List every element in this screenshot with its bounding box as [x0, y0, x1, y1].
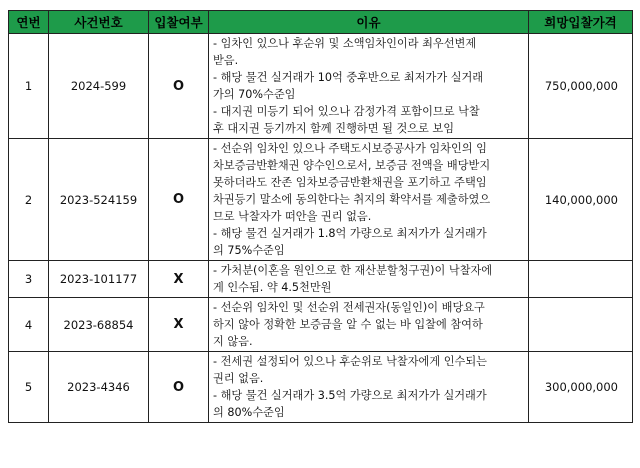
reason-line: 차보증금반환채권 양수인으로서, 보증금 전액을 배당받지	[213, 159, 491, 172]
row-number: 3	[9, 261, 49, 298]
reason-line: - 임차인 있으나 후순위 및 소액임차인이라 최우선변제	[213, 37, 477, 50]
bid-status: X	[149, 298, 209, 352]
bid-status: O	[149, 34, 209, 139]
desired-price	[529, 261, 633, 298]
table-row	[9, 352, 633, 423]
table-row	[9, 261, 633, 298]
reason-line: - 선순위 임차인 있으나 주택도시보증공사가 임차인의 임	[213, 142, 487, 155]
reason-line: 가의 70%수준임	[213, 88, 296, 101]
reason-line: - 가처분(이혼을 원인으로 한 재산분할청구권)이 낙찰자에	[213, 264, 493, 277]
reason-line: 못하더라도 잔존 임차보증금반환채권을 포기하고 주택임	[213, 176, 487, 189]
reason-line: 하지 않아 정확한 보증금을 알 수 없는 바 입찰에 참여하	[213, 318, 483, 331]
reason-line: 후 대지권 등기까지 함께 진행하면 될 것으로 보임	[213, 122, 455, 135]
bid-status: O	[149, 139, 209, 261]
reason-line: 의 75%수준임	[213, 244, 285, 257]
reason-line: 므로 낙찰자가 떠안을 권리 없음.	[213, 210, 372, 223]
reason-cell	[209, 261, 529, 298]
row-number: 1	[9, 34, 49, 139]
header-no: 연번	[9, 11, 49, 34]
reason-line: 지 않음.	[213, 335, 253, 348]
case-number: 2024-599	[49, 34, 149, 139]
row-number: 5	[9, 352, 49, 423]
header-bid-status: 입찰여부	[149, 11, 209, 34]
header-case-number: 사건번호	[49, 11, 149, 34]
bid-status: O	[149, 352, 209, 423]
reason-line: 의 80%수준임	[213, 406, 285, 419]
reason-line: - 대지권 미등기 되어 있으나 감정가격 포함이므로 낙찰	[213, 105, 480, 118]
header-row	[9, 11, 633, 34]
reason-line: 차권등기 말소에 동의한다는 취지의 확약서를 제출하였으	[213, 193, 491, 206]
case-number: 2023-524159	[49, 139, 149, 261]
reason-line: 게 인수됨. 약 4.5천만원	[213, 281, 332, 294]
reason-line: 권리 없음.	[213, 372, 264, 385]
table-row	[9, 34, 633, 139]
reason-cell	[209, 34, 529, 139]
header-reason: 이유	[209, 11, 529, 34]
desired-price: 140,000,000	[529, 139, 633, 261]
reason-line: - 해당 물건 실거래가 3.5억 가량으로 최저가가 실거래가	[213, 389, 487, 402]
table-row	[9, 139, 633, 261]
reason-line: - 해당 물건 실거래가 10억 중후반으로 최저가가 실거래	[213, 71, 484, 84]
desired-price	[529, 298, 633, 352]
case-number: 2023-4346	[49, 352, 149, 423]
case-number: 2023-101177	[49, 261, 149, 298]
reason-line: - 전세권 설정되어 있으나 후순위로 낙찰자에게 인수되는	[213, 355, 487, 368]
case-number: 2023-68854	[49, 298, 149, 352]
reason-cell	[209, 298, 529, 352]
desired-price: 300,000,000	[529, 352, 633, 423]
reason-line: 받음.	[213, 54, 239, 67]
auction-table	[8, 10, 633, 423]
reason-cell	[209, 139, 529, 261]
row-number: 4	[9, 298, 49, 352]
bid-status: X	[149, 261, 209, 298]
row-number: 2	[9, 139, 49, 261]
table-row	[9, 298, 633, 352]
header-desired-price: 희망입찰가격	[529, 11, 633, 34]
desired-price: 750,000,000	[529, 34, 633, 139]
reason-line: - 선순위 임차인 및 선순위 전세권자(동일인)이 배당요구	[213, 301, 485, 314]
reason-cell	[209, 352, 529, 423]
reason-line: - 해당 물건 실거래가 1.8억 가량으로 최저가가 실거래가	[213, 227, 487, 240]
